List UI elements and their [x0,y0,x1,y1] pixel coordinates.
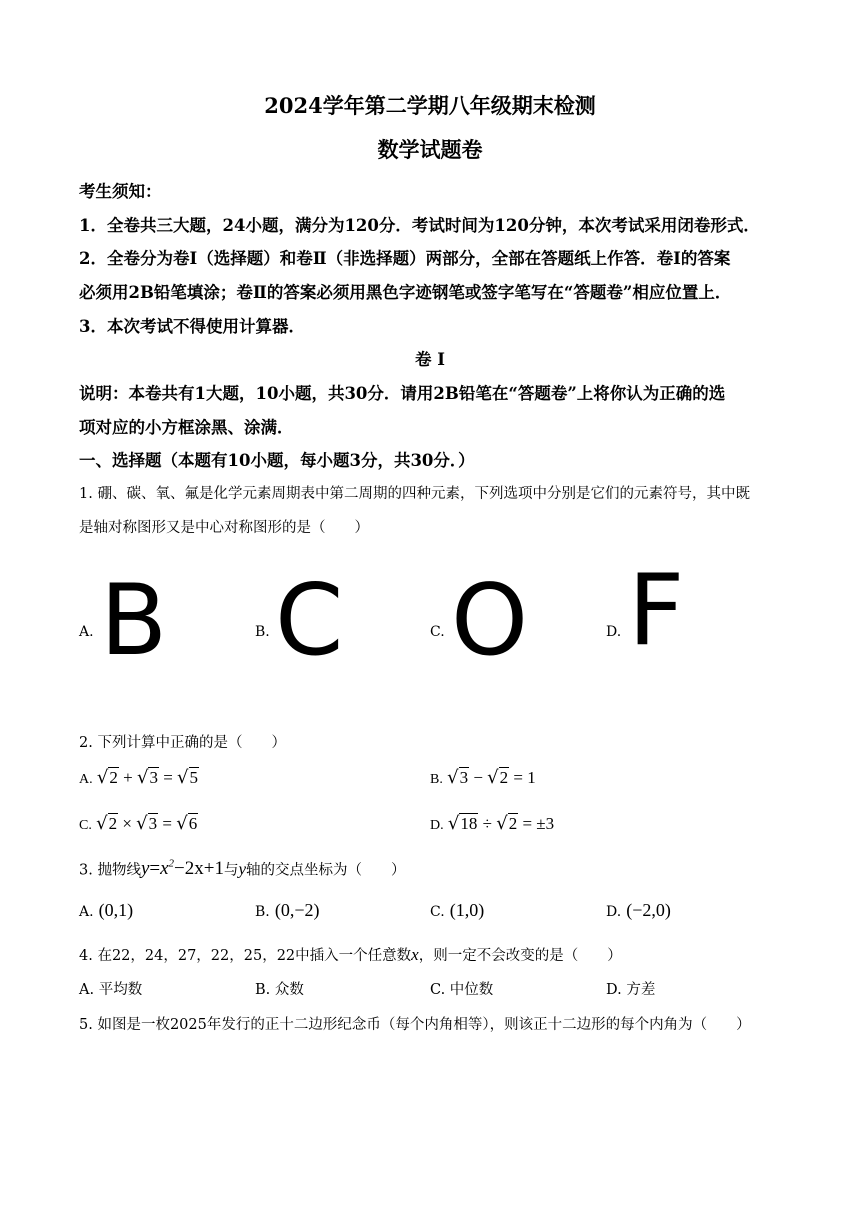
notice-item-2-line1: 2．全卷分为卷I（选择题）和卷Ⅱ（非选择题）两部分，全部在答题纸上作答．卷I的答案 [79,249,731,268]
q2-option-a-label: A. [79,772,93,787]
notice-item-1: 1．全卷共三大题，24小题，满分为120分．考试时间为120分钟，本次考试采用闭卷形式． [79,216,760,235]
q1-option-a-label: A. [79,624,94,640]
q3-option-d: D. (−2,0) [606,900,671,920]
radical-icon: √ [447,767,459,788]
radical-icon: √ [487,767,499,788]
q3-option-b: B. (0,−2) [255,900,320,920]
radical-icon: √ [96,767,109,788]
q2-stem: 2. 下列计算中正确的是（ ） [79,735,286,751]
q2-option-b-label: B. [430,772,443,787]
q1-stem-line1: 1. 硼、碳、氧、氟是化学元素周期表中第二周期的四种元素，下列选项中分别是它们的元素符号，其中既 [79,486,750,502]
notice-item-3: 3．本次考试不得使用计算器． [79,317,305,336]
q2-option-a: A. √2 + √3 = √5 [79,767,199,788]
q3-formula: $y=x^2-2x+1$ [140,858,224,880]
notice-heading: 考生须知： [79,182,162,201]
q1-option-f-symbol: F [628,554,685,668]
q4-option-d: D. 方差 [606,982,656,998]
q1-option-d-label: D. [606,624,622,640]
q1-stem-line2: 是轴对称图形又是中心对称图形的是（ ） [79,520,369,536]
q1-option-c-label: C. [430,624,445,640]
q2-option-c-label: C. [79,818,92,833]
radical-icon: √ [136,813,148,834]
radical-icon: √ [136,767,149,788]
radical-icon: √ [447,813,460,834]
section-desc-line1: 说明：本卷共有1大题，10小题，共30分．请用2B铅笔在“答题卷”上将你认为正确的选 [79,384,726,403]
q2-option-c: C. √2 × √3 = √6 [79,813,198,834]
q3-option-c: C. (1,0) [430,900,485,920]
radical-icon: √ [496,813,508,834]
q3-stem: 3. 抛物线$y=x^2-2x+1$与y轴的交点坐标为（ ） [79,858,406,880]
exam-subtitle: 数学试题卷 [377,137,483,162]
radical-icon: √ [96,813,108,834]
q4-option-b: B. 众数 [255,982,304,998]
q1-option-o-symbol: O [451,564,529,678]
q2-option-d-label: D. [430,818,444,833]
q3-option-a: A. (0,1) [79,900,134,920]
exam-title: 2024学年第二学期八年级期末检测 [264,93,596,118]
q4-option-a: A. 平均数 [79,982,143,998]
section-title: 卷 I [415,350,445,369]
q1-option-b-label: B. [255,624,270,640]
notice-item-2-line2: 必须用2B铅笔填涂；卷Ⅱ的答案必须用黑色字迹钢笔或签字笔写在“答题卷”相应位置上． [79,283,732,302]
radical-icon: √ [177,767,189,788]
q4-option-c: C. 中位数 [430,982,494,998]
q2-option-d: D. √18 ÷ √2 = ±3 [430,813,555,834]
section-desc-line2: 项对应的小方框涂黑、涂满． [79,418,294,437]
q1-option-c-symbol: C [275,564,344,678]
q4-stem: 4. 在22，24，27，22，25，22中插入一个任意数x，则一定不会改变的是（ ） [79,945,622,964]
radical-icon: √ [176,813,188,834]
q2-option-b: B. √3 − √2 = 1 [430,767,536,788]
part-title: 一、选择题（本题有10小题，每小题3分，共30分．） [79,451,475,470]
q5-stem: 5. 如图是一枚2025年发行的正十二边形纪念币（每个内角相等），则该正十二边形的每个内角为（ ） [79,1017,751,1033]
q1-option-a-symbol: B [100,564,168,678]
